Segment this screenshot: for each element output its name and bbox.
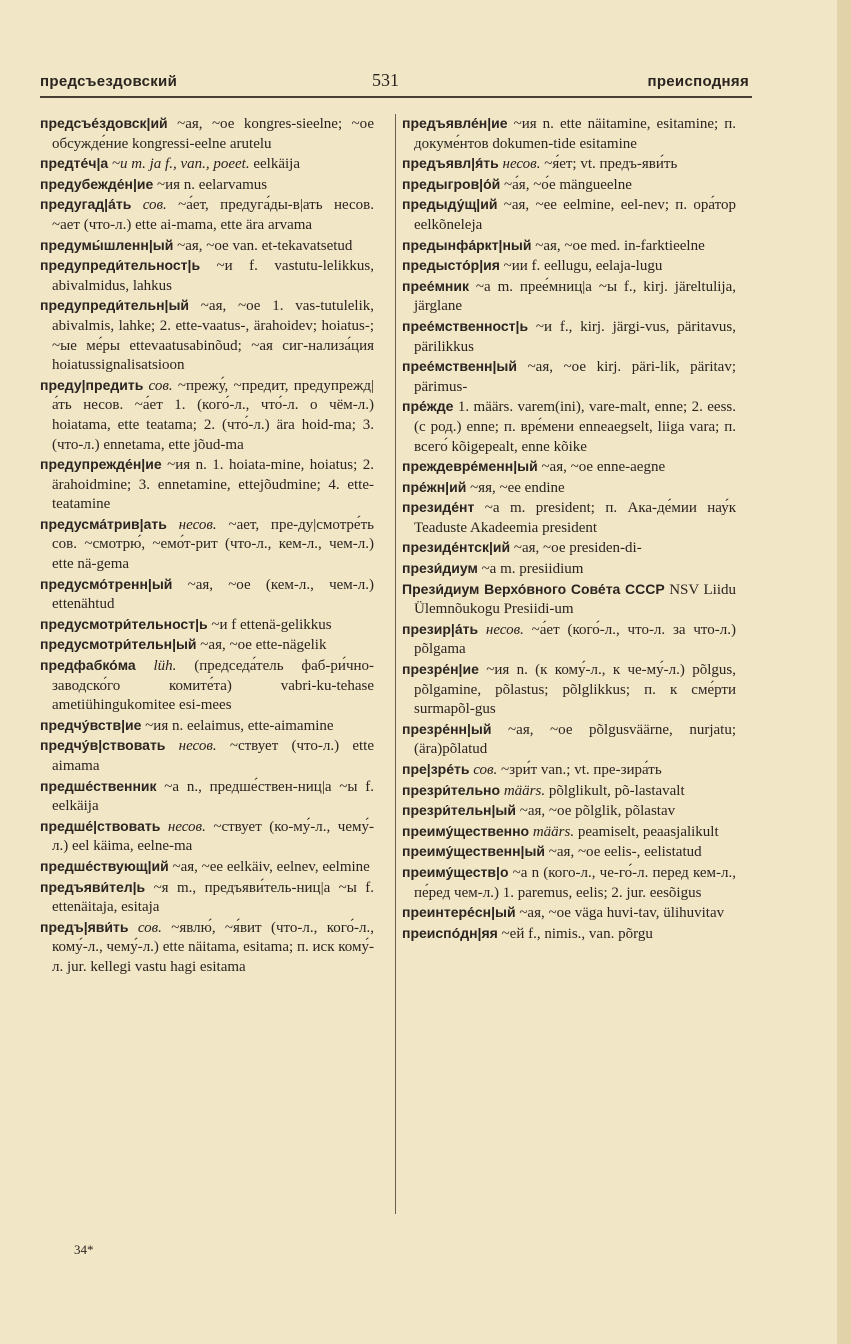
entry-grammar-label: сов. [143, 377, 173, 394]
entry-definition: ~а́ет (кого́-л., что-л. за что-л.) põlgama [414, 621, 737, 658]
running-header [40, 70, 755, 94]
dictionary-entry [402, 781, 736, 802]
entry-definition: ~а m. presiidium [477, 561, 584, 578]
dictionary-entry [40, 656, 374, 716]
page-number: 531 [372, 70, 399, 90]
entry-definition: ~ая, ~ое ette-nägelik [196, 637, 327, 654]
dictionary-entry [402, 801, 736, 822]
entry-definition: ~яя, ~ее endine [466, 479, 565, 496]
entry-definition: ~ия n. eelarvamus [153, 176, 268, 193]
dictionary-entry [402, 660, 736, 720]
entry-headword: преждевре́менн|ый [402, 458, 538, 475]
entry-definition: ~ей f., nimis., van. põrgu [497, 925, 653, 942]
entry-headword: предше́ствующ|ий [40, 857, 169, 874]
dictionary-entry [40, 817, 374, 857]
entry-headword: президе́нтск|ий [402, 539, 511, 556]
dictionary-entry [402, 277, 736, 317]
entry-headword: предугад|а́ть [40, 196, 132, 213]
entry-grammar-label: ~и m. ja f., van., poeet. [108, 156, 250, 173]
entry-grammar-label: несов. [498, 156, 541, 173]
entry-grammar-label: несов. [160, 818, 206, 835]
entry-definition: ~я́ет; vt. предъ-яви́ть [540, 156, 678, 173]
dictionary-entry [40, 918, 374, 978]
entry-headword: преду|предить [40, 376, 144, 393]
entry-headword: прее́мственн|ый [402, 358, 517, 375]
entry-definition: (председа́тель фаб-ри́чно-заводско́го комите́та) vabri-ku-tehase ametiühingukomitee esi-mees [52, 658, 375, 714]
entry-grammar-label: несов. [478, 621, 524, 638]
entry-headword: презри́тельно [402, 781, 501, 798]
left-column [40, 114, 374, 978]
entry-headword: предубежде́н|ие [40, 175, 154, 192]
dictionary-entry [40, 175, 374, 196]
dictionary-entry [40, 878, 374, 918]
entry-definition: ~и f. vastutu-lelikkus, abivalmidus, lahkus [52, 258, 374, 294]
dictionary-entry [402, 822, 736, 843]
dictionary-entry [402, 195, 736, 235]
entry-headword: предынфа́ркт|ный [402, 236, 532, 253]
entry-headword: предъяви́тел|ь [40, 878, 146, 895]
page-edge [837, 0, 851, 1344]
dictionary-entry [402, 397, 736, 457]
dictionary-entry [402, 357, 736, 397]
entry-definition: ~прежу́, ~предит, предупрежд|а́ть несов. ~а́ет 1. (кого́-л., что́-л. о чём-л.) hoiatama, ette teatama; 2. (что́-л.) ära hoid-ma; 3. (что-л.) ennetama, ette jõud-ma [52, 377, 375, 453]
entry-definition: ~ии f. eellugu, eelaja-lugu [499, 258, 663, 275]
dictionary-entry [402, 760, 736, 781]
entry-definition: ~зри́т van.; vt. пре-зира́ть [497, 762, 662, 778]
entry-definition: ~а n (кого-л., че-го́-л. перед кем-л., пе́ред чем-л.) 1. paremus, eelis; 2. jur. eesõigus [414, 864, 736, 901]
entry-definition: ~ая, ~ое 1. vas-tutulelik, abivalmis, lahke; 2. ette-vaatus-, ärahoidev; hoiatus-; ~ые ме́ры ettevaatusabinõud; ~ая сиг-нализа́ция hoiatussignalisatsioon [52, 298, 374, 374]
entry-definition: ~ия n. 1. hoiata-mine, hoiatus; 2. ärahoidmine; 3. ennetamine, ettejõudmine; 4. ette-teatamine [52, 457, 374, 513]
entry-definition: ~явлю́, ~я́вит (что-л., кого́-л., кому́-л., чему́-л.) ette näitama, esitama; п. иск кому́-л. jur. kellegi vastu hagi esitama [52, 919, 374, 975]
entry-grammar-label: несов. [165, 738, 217, 755]
entry-headword: Прези́диум Верхо́вного Сове́та СССР [402, 580, 665, 597]
entry-headword: предусмотри́тельност|ь [40, 615, 208, 632]
entry-definition: ~ая, ~ое kirj. päri-lik, päritav; pärimus- [414, 359, 736, 395]
entry-definition: ~я m., предъяви́тель-ниц|а ~ы f. ettenäitaja, esitaja [52, 879, 374, 916]
header-first-word: предсъездовский [40, 73, 178, 90]
entry-headword: презир|а́ть [402, 620, 479, 637]
entry-headword: предъ|яви́ть [40, 918, 129, 935]
entry-headword: преинтере́сн|ый [402, 904, 516, 921]
dictionary-entry [402, 559, 736, 580]
entry-headword: предсъе́здовск|ий [40, 115, 168, 131]
entry-grammar-label: määrs. [529, 823, 575, 840]
entry-headword: преиспо́дн|яя [402, 924, 498, 941]
dictionary-entry [402, 538, 736, 559]
entry-definition: ~ая, ~ое eelis-, eelistatud [545, 844, 702, 861]
entry-definition: ~ая, ~ое kongres-sieelne; ~ое обсужде́ние kongressi-eelne arutelu [52, 116, 374, 152]
entry-definition: 1. määrs. varem(ini), vare-malt, enne; 2. eess. (с род.) enne; п. вре́мени enneaegselt, liiga vara; п. всего́ kõigepealt, enne kõike [414, 399, 736, 455]
dictionary-entry [402, 842, 736, 863]
entry-definition: ~а m. president; п. Ака-де́мии нау́к Teaduste Akadeemia president [414, 500, 736, 536]
entry-headword: предусма́трив|ать [40, 515, 167, 532]
entry-definition: ~ая, ~ое enne-aegne [537, 459, 666, 476]
entry-headword: предысто́р|ия [402, 257, 500, 274]
entry-definition: ~а n., предше́ствен-ниц|а ~ы f. eelkäija [52, 778, 374, 815]
entry-definition: ~ствует (ко-му́-л., чему́-л.) eel käima, eelne-ma [52, 818, 375, 855]
entry-headword: прези́диум [402, 560, 478, 577]
dictionary-entry [402, 175, 736, 196]
entry-definition: ~ая, ~ое van. et-tekavatsetud [173, 237, 353, 254]
entry-headword: пре|зре́ть [402, 761, 470, 777]
dictionary-entry [402, 863, 736, 903]
entry-headword: предте́ч|а [40, 155, 109, 172]
entry-headword: преиму́щественно [402, 822, 530, 839]
entry-headword: презре́нн|ый [402, 720, 492, 737]
dictionary-entry [40, 256, 374, 296]
dictionary-entry [402, 924, 736, 945]
dictionary-entry [402, 478, 736, 499]
dictionary-entry [40, 615, 374, 636]
entry-headword: предыгров|о́й [402, 175, 501, 192]
entry-definition: ~ая, ~ее eelmine, eel-nev; п. ора́тор eelkõneleja [414, 197, 736, 233]
entry-grammar-label: сов. [131, 197, 167, 214]
entry-definition: eelkäija [249, 156, 300, 173]
right-column [402, 114, 736, 944]
entry-headword: прее́мник [402, 277, 470, 294]
entry-headword: президе́нт [402, 499, 475, 516]
entry-definition: ~ая, ~ое põlglik, põlastav [516, 803, 676, 820]
dictionary-entry [402, 114, 736, 154]
entry-headword: презри́тельн|ый [402, 802, 516, 819]
entry-headword: преиму́щественн|ый [402, 843, 546, 860]
entry-headword: предусмотри́тельн|ый [40, 636, 197, 653]
entry-definition: ~и f., kirj. järgi-vus, päritavus, pärilikkus [414, 318, 736, 355]
entry-headword: предупреди́тельност|ь [40, 257, 201, 274]
dictionary-entry [402, 720, 736, 760]
entry-headword: предупрежде́н|ие [40, 456, 162, 473]
header-rule [40, 96, 752, 98]
dictionary-entry [402, 580, 736, 620]
dictionary-entry [402, 317, 736, 357]
dictionary-entry [40, 736, 374, 776]
dictionary-entry [40, 154, 374, 175]
dictionary-entry [402, 256, 736, 277]
entry-headword: предъявле́н|ие [402, 115, 508, 131]
entry-headword: предусмо́тренн|ый [40, 575, 173, 592]
entry-grammar-label: несов. [166, 516, 217, 533]
entry-definition: põlglikult, põ-lastavalt [545, 782, 685, 799]
dictionary-entry [402, 620, 736, 660]
entry-headword: пре́жде [402, 398, 454, 415]
dictionary-entry [40, 716, 374, 737]
entry-definition: ~ая, ~ое presiden-di- [510, 540, 642, 557]
entry-definition: ~ая, ~ое (кем-л., чем-л.) ettenähtud [52, 576, 374, 613]
entry-headword: презре́н|ие [402, 661, 479, 678]
dictionary-entry [40, 777, 374, 817]
entry-headword: пре́жн|ий [402, 478, 467, 495]
entry-definition: ~а́ет, предуга́ды-в|ать несов. ~ает (что-л.) ette ai-mama, ette ära arvama [52, 197, 375, 233]
entry-definition: ~ия n. (к кому́-л., к че-му́-л.) põlgus, põlgamine, põlastus; põlglikkus; п. к сме́рти surmapõl-gus [414, 662, 736, 718]
dictionary-entry [40, 575, 374, 615]
signature-mark: 34* [74, 1242, 94, 1257]
dictionary-entry [40, 195, 374, 235]
entry-grammar-label: määrs. [500, 782, 546, 799]
entry-headword: предше́ственник [40, 777, 157, 794]
dictionary-entry [40, 635, 374, 656]
entry-headword: предыду́щ|ий [402, 196, 498, 213]
dictionary-entry [402, 457, 736, 478]
entry-headword: предчу́в|ствовать [40, 737, 166, 754]
entry-grammar-label: lüh. [135, 658, 177, 675]
entry-definition: ~ая, ~ое väga huvi-tav, ülihuvitav [515, 905, 725, 922]
entry-definition: ~ая, ~ее eelkäiv, eelnev, eelmine [168, 858, 370, 875]
entry-headword: предше́|ствовать [40, 817, 161, 834]
entry-headword: преиму́ществ|о [402, 863, 509, 880]
entry-headword: предумы́шленн|ый [40, 236, 174, 253]
dictionary-entry [40, 857, 374, 878]
entry-headword: предфабко́ма [40, 657, 136, 674]
entry-definition: ~ая, ~ое med. in-farktieelne [531, 237, 705, 254]
dictionary-entry [40, 376, 374, 455]
entry-headword: предчу́вств|ие [40, 716, 142, 733]
dictionary-entry [40, 515, 374, 575]
entry-definition: ~ает, пре-ду|смотре́ть сов. ~смотрю́, ~емо́т-рит (что-л., кем-л., чем-л.) ette nä-gema [52, 516, 374, 573]
entry-definition: ~ая, ~ое põlgusväärne, nurjatu; (ära)põlatud [414, 721, 736, 758]
entry-headword: предъявл|я́ть [402, 155, 499, 172]
entry-grammar-label: сов. [128, 919, 162, 936]
entry-headword: прее́мственност|ь [402, 317, 529, 334]
dictionary-entry [40, 114, 374, 154]
entry-definition: NSV Liidu Ülemnõukogu Presiidi-um [414, 581, 736, 618]
dictionary-entry [40, 236, 374, 257]
entry-definition: ~ия n. ette näitamine, esitamine; п. докуме́нтов dokumen-tide esitamine [414, 116, 736, 152]
entry-grammar-label: сов. [469, 762, 498, 778]
dictionary-entry [402, 154, 736, 175]
dictionary-entry [40, 296, 374, 375]
column-divider [395, 114, 396, 1214]
header-last-word: преисподняя [647, 73, 749, 90]
dictionary-entry [402, 236, 736, 257]
dictionary-entry [402, 903, 736, 924]
dictionary-entry [402, 498, 736, 538]
entry-definition: ~ия n. eelaimus, ette-aimamine [141, 717, 334, 734]
entry-definition: peamiselt, peaasjalikult [574, 823, 719, 840]
entry-definition: ~а́я, ~о́е mängueelne [500, 176, 632, 193]
entry-headword: предупреди́тельн|ый [40, 297, 190, 314]
dictionary-entry [40, 455, 374, 515]
entry-definition: ~и f ettenä-gelikkus [207, 616, 332, 633]
entry-definition: ~а m. прее́мниц|а ~ы f., kirj. järeltulija, järglane [414, 278, 736, 315]
entry-definition: ~ствует (что-л.) ette aimama [52, 738, 374, 774]
